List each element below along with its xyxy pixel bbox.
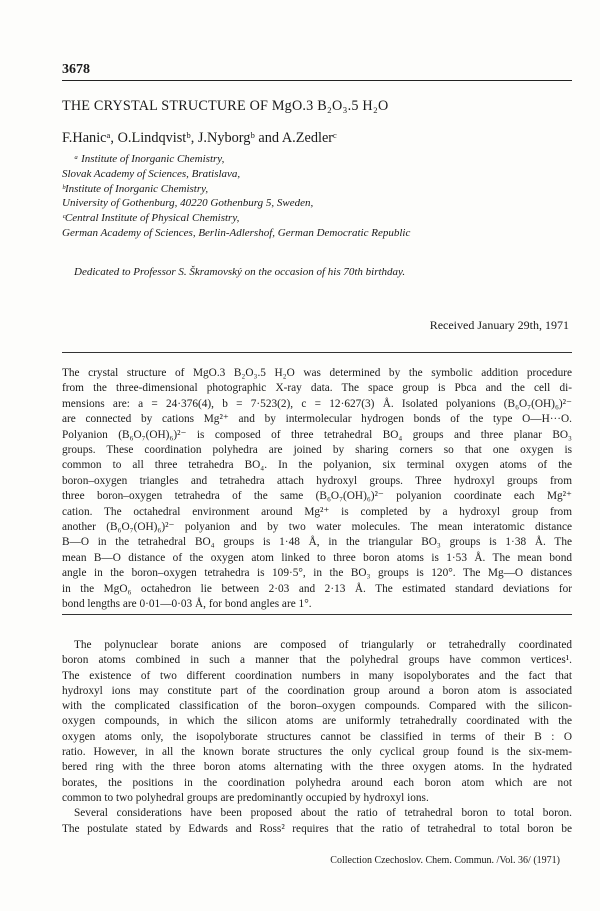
affiliation-line: ᵃ Institute of Inorganic Chemistry, xyxy=(74,153,225,165)
abstract-line: in the MgO₆ octahedron lie between 2·03 and 2·13 Å. The estimated standard deviations for xyxy=(62,582,572,595)
body-line: hydroxyl ions may constitute part of the coordination group around a boron atom is associated xyxy=(62,684,572,697)
abstract-top-rule xyxy=(62,352,572,353)
affiliation-line: German Academy of Sciences, Berlin-Adlershof, German Democratic Republic xyxy=(62,226,411,239)
article-title: THE CRYSTAL STRUCTURE OF MgO.3 B₂O₃.5 H₂O xyxy=(62,98,389,114)
body-line: The postulate stated by Edwards and Ross² requires that the ratio of tetrahedral to total boron be xyxy=(62,822,572,835)
abstract-line: common to all three tetrahedra BO₄. In the polyanion, six terminal oxygen atoms of the xyxy=(62,459,572,472)
affiliation-line: University of Gothenburg, 40220 Gothenburg 5, Sweden, xyxy=(62,197,314,210)
affiliation-line: ᶜCentral Institute of Physical Chemistry, xyxy=(62,212,240,225)
abstract xyxy=(62,366,572,613)
body-line: oxygen atoms only, the isopolyborate structures cannot be classified in terms of their B : O xyxy=(62,730,572,743)
abstract-line: Polyanion (B₆O₇(OH)₆)²⁻ is composed of three tetrahedral BO₄ groups and three planar BO₃ xyxy=(62,428,572,441)
body-line: Several considerations have been proposed about the ratio of tetrahedral boron to total boron. xyxy=(74,807,572,820)
abstract-line: mensions are: a = 24·376(4), b = 7·523(2), c = 12·627(3) Å. Isolated polyanions (B₆O₇(OH)₆)²⁻ xyxy=(62,397,572,410)
body-line: ratio. However, in all the known borate structures the only cyclical group found is the six-mem- xyxy=(62,746,572,759)
body-line: oxygen compounds, in which the silicon atoms are uniformly tetrahedrally coordinated with the xyxy=(62,715,572,728)
body-line: with the complicated classification of the boron–oxygen compounds. Compared with the silicon- xyxy=(62,700,572,713)
body-line: The existence of two different coordination numbers in many isopolyborates and the fact that xyxy=(62,669,572,682)
affiliations xyxy=(62,152,572,241)
affiliation-line: Slovak Academy of Sciences, Bratislava, xyxy=(62,167,241,180)
abstract-line: cation. The octahedral environment around Mg²⁺ is completed by a hydroxyl group from xyxy=(62,505,572,518)
body-line: The polynuclear borate anions are composed of triangularly or tetrahedrally coordinated xyxy=(74,639,572,651)
abstract-line: The crystal structure of MgO.3 B₂O₃.5 H₂O was determined by the symbolic addition procedure xyxy=(62,367,572,379)
abstract-bottom-rule xyxy=(62,614,572,615)
abstract-line: from the three-dimensional photographic X-ray data. The space group is Pbca and the cell di- xyxy=(62,382,572,395)
author-list: F.Hanicᵃ, O.Lindqvistᵇ, J.Nyborgᵇ and A.Zedlerᶜ xyxy=(62,130,337,146)
abstract-line: another (B₆O₇(OH)₆)²⁻ polyanion and by two water molecules. The mean interatomic distance xyxy=(62,521,572,534)
body-line: common to two polyhedral groups are predominantly occupied by hydroxyl ions. xyxy=(62,791,429,804)
abstract-line: three boron–oxygen tetrahedra of the same (B₆O₇(OH)₆)²⁻ polyanion coordinate each Mg²⁺ xyxy=(62,490,572,503)
affiliation-line: ᵇInstitute of Inorganic Chemistry, xyxy=(62,182,209,195)
abstract-line: angle in the boron–oxygen tetrahedra is 109·5°, in the BO₃ groups is 120°. The Mg—O distances xyxy=(62,567,572,580)
abstract-line: are connected by cations Mg²⁺ and by intermolecular hydrogen bonds of the type O—H···O. xyxy=(62,413,572,426)
body-text xyxy=(62,638,572,837)
body-line: bered ring with the three boron atoms alternating with the three oxygen atoms. In the hydrated xyxy=(62,761,572,774)
abstract-line: groups. These coordination polyhedra are joined by sharing corners so that one oxygen is xyxy=(62,444,572,457)
abstract-line: B—O in the tetrahedral BO₄ groups is 1·48 Å, in the triangular BO₃ groups is 1·38 Å. The xyxy=(62,536,572,549)
header-rule xyxy=(62,80,572,81)
journal-citation: Collection Czechoslov. Chem. Commun. /Vol. 36/ (1971) xyxy=(330,855,560,866)
abstract-line: bond lengths are 0·01—0·03 Å, for bond angles are 1°. xyxy=(62,598,312,611)
page-number: 3678 xyxy=(62,62,90,77)
body-line: boron atoms combined in such a manner that the polyhedral groups have common vertices¹. xyxy=(62,654,572,667)
abstract-line: mean B—O distance of the oxygen atom linked to three boron atoms is 1·53 Å. The mean bond xyxy=(62,551,572,564)
body-line: borates, the positions in the coordination polyhedra around each boron atom which are not xyxy=(62,776,572,789)
received-date: Received January 29th, 1971 xyxy=(429,318,569,332)
dedication: Dedicated to Professor S. Škramovský on the occasion of his 70th birthday. xyxy=(74,266,406,278)
abstract-line: boron–oxygen triangles and tetrahedra attach hydroxyl groups. Three hydroxyl groups from xyxy=(62,474,572,487)
